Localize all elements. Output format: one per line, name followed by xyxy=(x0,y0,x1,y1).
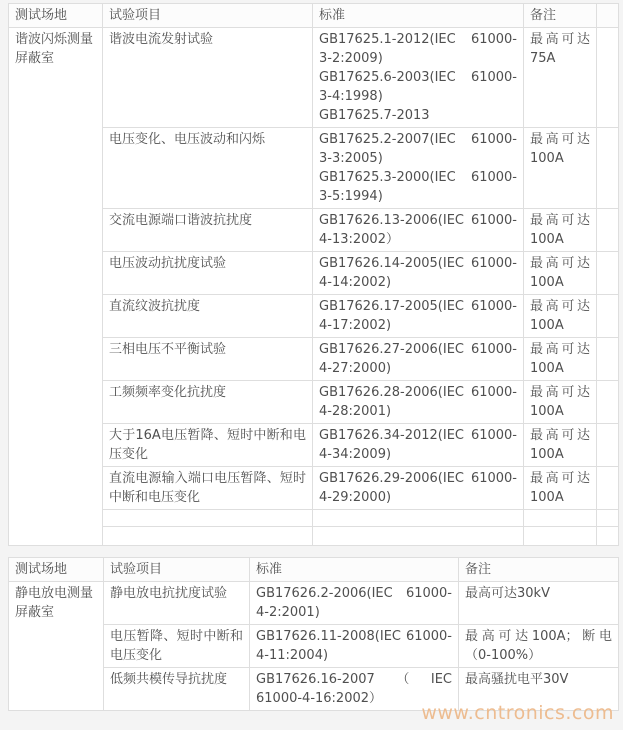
standards-cell xyxy=(250,625,459,668)
test-location-cell: 谐波闪烁测量屏蔽室 xyxy=(9,28,103,546)
standards-cell xyxy=(313,424,524,467)
column-header: 试验项目 xyxy=(103,4,313,28)
standard-line: GB17626.29-2006(IEC 61000-4-29:2000) xyxy=(319,471,517,505)
test-item-cell: 静电放电抗扰度试验 xyxy=(104,582,250,625)
column-header: 试验项目 xyxy=(104,558,250,582)
spacer-cell xyxy=(597,295,619,338)
remark-cell: 最高可达30kV xyxy=(459,582,619,625)
empty-cell xyxy=(524,510,597,527)
standards-cell xyxy=(313,338,524,381)
test-item-cell: 大于16A电压暂降、短时中断和电压变化 xyxy=(103,424,313,467)
remark-cell: 最高可达100A xyxy=(524,467,597,510)
empty-cell xyxy=(103,527,313,546)
standard-line: GB17625.3-2000(IEC 61000-3-5:1994) xyxy=(319,170,517,204)
spacer-cell xyxy=(597,28,619,128)
column-header: 测试场地 xyxy=(9,4,103,28)
test-item-cell: 电压波动抗扰度试验 xyxy=(103,252,313,295)
standards-cell xyxy=(313,295,524,338)
empty-cell xyxy=(313,527,524,546)
test-item-cell: 谐波电流发射试验 xyxy=(103,28,313,128)
remark-cell: 最高可达100A xyxy=(524,381,597,424)
column-header: 标准 xyxy=(313,4,524,28)
standard-line: GB17625.1-2012(IEC 61000-3-2:2009) xyxy=(319,32,517,66)
column-header: 备注 xyxy=(524,4,597,28)
standard-line: GB17626.14-2005(IEC 61000-4-14:2002) xyxy=(319,256,517,290)
test-item-cell: 工频频率变化抗扰度 xyxy=(103,381,313,424)
standard-line: GB17625.2-2007(IEC 61000-3-3:2005) xyxy=(319,132,517,166)
standard-line: GB17626.28-2006(IEC 61000-4-28:2001) xyxy=(319,385,517,419)
test-item-cell: 电压变化、电压波动和闪烁 xyxy=(103,128,313,209)
test-item-cell: 低频共模传导抗扰度 xyxy=(104,668,250,711)
standard-line: GB17626.17-2005(IEC 61000-4-17:2002) xyxy=(319,299,517,333)
spacer-cell xyxy=(597,209,619,252)
standards-cell xyxy=(313,128,524,209)
standards-cell xyxy=(313,252,524,295)
standards-cell xyxy=(250,582,459,625)
test-item-cell: 三相电压不平衡试验 xyxy=(103,338,313,381)
test-item-cell: 交流电源端口谐波抗扰度 xyxy=(103,209,313,252)
remark-cell: 最高可达100A xyxy=(524,295,597,338)
remark-cell: 最高可达75A xyxy=(524,28,597,128)
table-row xyxy=(9,28,619,128)
remark-cell: 最高可达100A；断电（0-100%） xyxy=(459,625,619,668)
column-header: 测试场地 xyxy=(9,558,104,582)
standard-line: GB17625.6-2003(IEC 61000-3-4:1998) xyxy=(319,70,517,104)
spacer-cell xyxy=(597,467,619,510)
empty-cell xyxy=(597,510,619,527)
empty-cell xyxy=(597,527,619,546)
test-location-cell: 静电放电测量屏蔽室 xyxy=(9,582,104,711)
test-item-cell: 直流电源输入端口电压暂降、短时中断和电压变化 xyxy=(103,467,313,510)
standard-line: GB17625.7-2013 xyxy=(319,108,430,123)
standards-cell xyxy=(313,381,524,424)
standard-line: GB17626.13-2006(IEC 61000-4-13:2002） xyxy=(319,213,517,247)
column-header: 标准 xyxy=(250,558,459,582)
remark-cell: 最高可达100A xyxy=(524,338,597,381)
harmonic-flicker-table xyxy=(8,3,619,546)
standard-line: GB17626.16-2007（IEC 61000-4-16:2002） xyxy=(256,672,452,706)
standards-cell xyxy=(313,467,524,510)
column-header xyxy=(597,4,619,28)
spacer-cell xyxy=(597,424,619,467)
standards-cell xyxy=(313,209,524,252)
esd-table xyxy=(8,557,619,711)
standard-line: GB17626.11-2008(IEC 61000-4-11:2004) xyxy=(256,629,452,663)
column-header: 备注 xyxy=(459,558,619,582)
remark-cell: 最高可达100A xyxy=(524,209,597,252)
spacer-cell xyxy=(597,252,619,295)
standard-line: GB17626.27-2006(IEC 61000-4-27:2000) xyxy=(319,342,517,376)
test-item-cell: 电压暂降、短时中断和电压变化 xyxy=(104,625,250,668)
header-row xyxy=(9,558,619,582)
empty-cell xyxy=(313,510,524,527)
table-row xyxy=(9,582,619,625)
standards-cell xyxy=(313,28,524,128)
remark-cell: 最高可达100A xyxy=(524,424,597,467)
test-item-cell: 直流纹波抗扰度 xyxy=(103,295,313,338)
empty-cell xyxy=(103,510,313,527)
standards-tables-container xyxy=(0,3,623,711)
standard-line: GB17626.34-2012(IEC 61000-4-34:2009) xyxy=(319,428,517,462)
remark-cell: 最高可达100A xyxy=(524,128,597,209)
standard-line: GB17626.2-2006(IEC 61000-4-2:2001) xyxy=(256,586,452,620)
remark-cell: 最高骚扰电平30V xyxy=(459,668,619,711)
header-row xyxy=(9,4,619,28)
remark-cell: 最高可达100A xyxy=(524,252,597,295)
empty-cell xyxy=(524,527,597,546)
spacer-cell xyxy=(597,128,619,209)
spacer-cell xyxy=(597,338,619,381)
watermark: www.cntronics.com xyxy=(421,702,614,724)
spacer-cell xyxy=(597,381,619,424)
